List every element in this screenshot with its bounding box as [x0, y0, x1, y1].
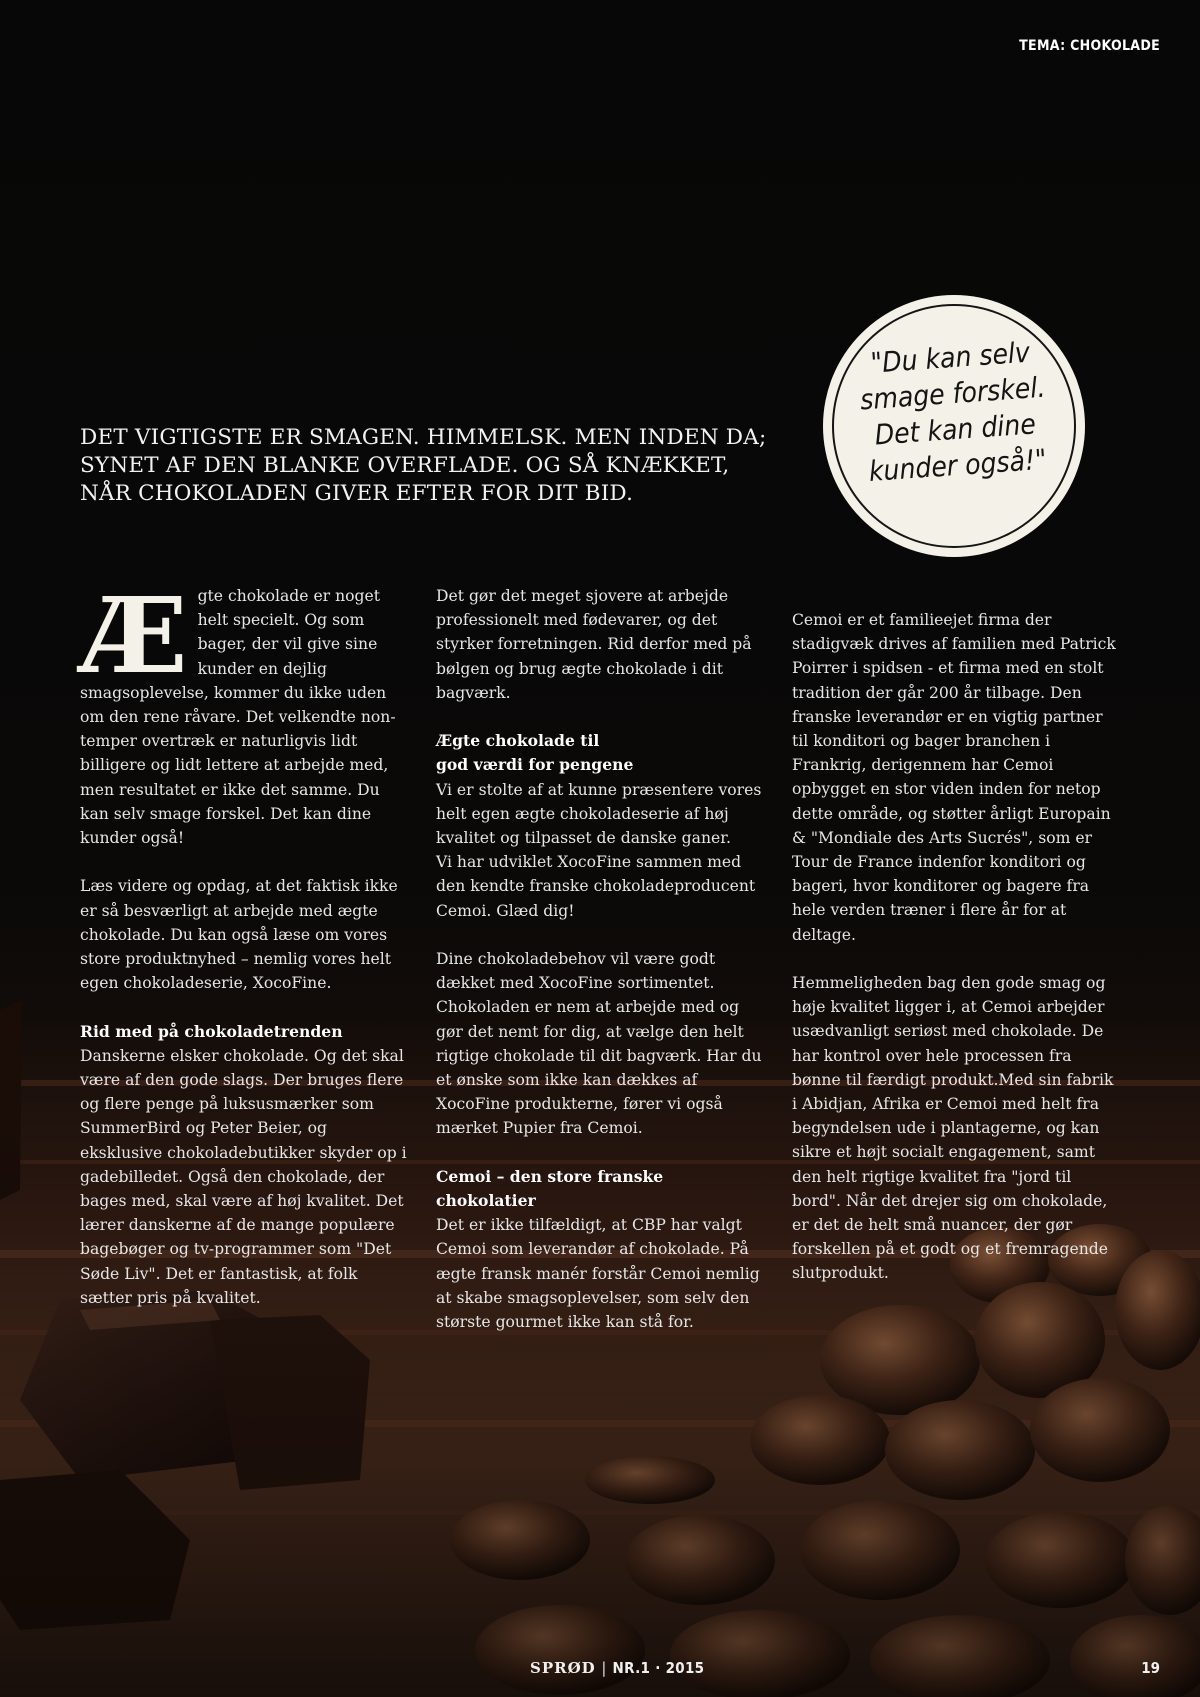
pull-quote-line: smage forskel. [859, 370, 1047, 417]
paragraph: Cemoi er et familieejet firma der stadigvæk drives af familien med Patrick Poirrer i spidsen - et firma med en stolt tradition der går 200 år tilbage. Den franske leverandør er en vigtig partner til konditori og bager branchen i Frankrig, derigennem har Cemoi opbygget en stor viden inden for netop dette område, og støtter årligt Europain & "Mondiale des Arts Sucrés", som er Tour de France indenfor konditori og bageri, hvor konditorer og bagere fra hele verden træner i flere år for at deltage. [792, 611, 1116, 944]
quote-badge [826, 298, 1082, 554]
paragraph: Læs videre og opdag, at det faktisk ikke er så besværligt at arbejde med ægte chokolade. Du kan også læse om vores store produktnyhed – nemlig vores helt egen chokoladeserie, XocoFine. [80, 877, 398, 993]
paragraph: Dine chokoladebehov vil være godt dækket med XocoFine sortimentet. Chokoladen er nem at arbejde med og gør det nemt for dig, at vælge den helt rigtige chokolade til dit bagværk. Har du et ønske som ikke kan dækkes af XocoFine produkterne, fører vi også mærket Pupier fra Cemoi. [436, 950, 762, 1138]
article-column-2 [436, 584, 766, 1358]
pull-quote-line: "Du kan selv [869, 335, 1031, 380]
subheading: Rid med på chokoladetrenden [80, 1021, 343, 1041]
subheading [436, 729, 766, 777]
drop-cap: Æ [80, 574, 188, 697]
paragraph: Det er ikke tilfældigt, at CBP har valgt Cemoi som leverandør af chokolade. På ægte fransk manér forstår Cemoi nemlig at skabe smagsoplevelser, som selv den største gourmet ikke kan stå for. [436, 1216, 760, 1332]
pull-quote-line: Det kan dine [873, 407, 1037, 452]
pull-quote [839, 333, 1069, 492]
magazine-name: SPRØD [530, 1659, 596, 1677]
footer-masthead [530, 1659, 704, 1677]
footer-separator: | [601, 1659, 607, 1677]
subheading: Cemoi – den store franske chokolatier [436, 1166, 664, 1211]
section-tag: TEMA: CHOKOLADE [1019, 38, 1160, 54]
paragraph: Vi har udviklet XocoFine sammen med den kendte franske chokoladeproducent Cemoi. Glæd dig! [436, 853, 756, 920]
article-column-3 [792, 608, 1122, 1310]
article-column-1 [80, 574, 410, 1334]
opening-paragraph [80, 574, 410, 850]
pull-quote-line: kunder også!" [867, 442, 1048, 489]
paragraph-text: gte chokolade er noget helt specielt. Og som bager, der vil give sine kunder en dejlig smagsoplevelse, kommer du ikke uden om den rene råvare. Det velkendte non-temper overtræk er naturligvis lidt billigere og lidt lettere at arbejde med, men resultatet er ikke det samme. Du kan selv smage forskel. Det kan dine kunder også! [80, 587, 396, 848]
issue-label: NR.1 · 2015 [612, 1659, 705, 1677]
paragraph: Vi er stolte af at kunne præsentere vores helt egen ægte chokoladeserie af høj kvalitet og tilpasset de danske ganer. [436, 780, 762, 848]
paragraph: Hemmeligheden bag den gode smag og høje kvalitet ligger i, at Cemoi arbejder usædvanligt seriøst med chokolade. De har kontrol over hele processen fra bønne til færdigt produkt.Med sin fabrik i Abidjan, Afrika er Cemoi med helt fra begyndelsen ude i plantagerne, og kan sikre et højt socialt engagement, samt den helt rigtige kvalitet fra "jord til bord". Når det drejer sig om chokolade, er det de helt små nuancer, der gør forskellen på et godt og et fremragende slutprodukt. [792, 974, 1114, 1283]
lead-text: DET VIGTIGSTE ER SMAGEN. HIMMELSK. MEN INDEN DA; SYNET AF DEN BLANKE OVERFLADE. OG SÅ KNÆKKET, NÅR CHOKOLADEN GIVER EFTER FOR DIT BID. [80, 425, 767, 506]
paragraph: Det gør det meget sjovere at arbejde professionelt med fødevarer, og det styrker forretningen. Rid derfor med på bølgen og brug ægte chokolade i dit bagværk. [436, 587, 752, 702]
subheading-line: god værdi for pengene [436, 755, 634, 775]
subheading-line: Ægte chokolade til [436, 731, 600, 751]
page-number: 19 [1141, 1659, 1160, 1677]
paragraph: Danskerne elsker chokolade. Og det skal være af den gode slags. Der bruges flere og flere penge på luksusmærker som SummerBird og Peter Beier, og eksklusive chokoladebutikker skyder op i gadebilledet. Også den chokolade, der bages med, skal være af høj kvalitet. Det lærer danskerne af de mange populære bagebøger og tv-programmer som "Det Søde Liv". Det er fantastisk, at folk sætter pris på kvalitet. [80, 1046, 407, 1307]
